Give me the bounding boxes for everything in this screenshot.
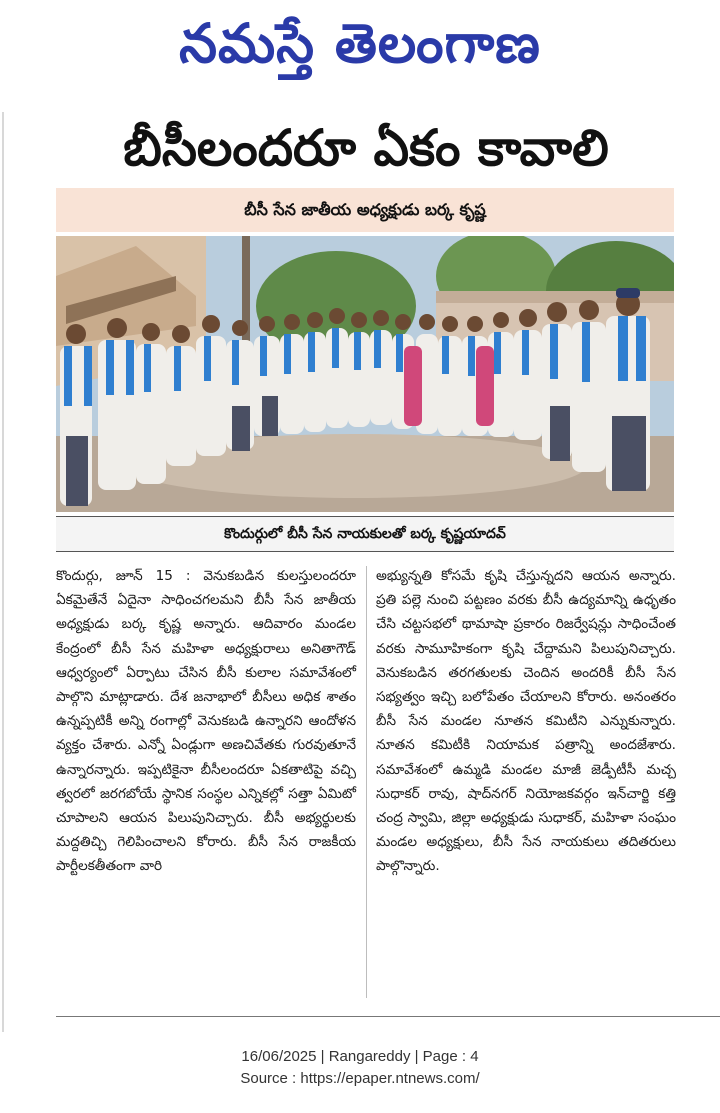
column-divider	[366, 566, 367, 998]
article-bottom-rule	[56, 1016, 720, 1017]
photo-caption: కొందుర్గులో బీసీ సేన నాయకులతో బర్క కృష్ణయాదవ్	[56, 516, 674, 552]
page-footer	[0, 1046, 720, 1090]
footer-source-link[interactable]: Source : https://epaper.ntnews.com/	[240, 1070, 480, 1087]
article-headline: బీసీలందరూ ఏకం కావాలి	[123, 119, 609, 177]
footer-date-edition-page: 16/06/2025 | Rangareddy | Page : 4	[241, 1048, 479, 1065]
article-body-left-column: కొందుర్గు, జూన్ 15 : వెనుకబడిన కులస్తులందరూ ఏకమైతేనే ఏదైనా సాధించగలమని బీసీ సేన జాతీయ అధ్యక్షుడు బర్క కృష్ణ అన్నారు. ఆదివారం మండల కేంద్రంలో బీసీ సేన మహిళా అధ్యక్షురాలు అనితాగౌడ్ ఆధ్వర్యంలో ఏర్పాటు చేసిన బీసీ కులాల సమావేశంలో పాల్గొని మాట్లాడారు. దేశ జనాభాలో బీసీలు అధిక శాతం ఉన్నప్పటికీ అన్ని రంగాల్లో వెనుకబడి ఉన్నారని ఆందోళన వ్యక్తం చేశారు. ఎన్నో ఏండ్లుగా అణచివేతకు గురవుతూనే ఉన్నారన్నారు. ఇప్పటికైనా బీసీలందరూ ఏకతాటిపై వచ్చి త్వరలో జరగబోయే స్థానిక సంస్థల ఎన్నికల్లో సత్తా ఏమిటో చూపాలని ఆయన పిలుపునిచ్చారు. బీసీ అభ్యర్థులకు మద్దతిచ్చి గెలిపించాలని కోరారు. బీసీ సేన రాజకీయ పార్టీలకతీతంగా వారి	[56, 568, 356, 875]
article-subheadline: బీసీ సేన జాతీయ అధ్యక్షుడు బర్క కృష్ణ	[56, 188, 674, 232]
article-photo	[56, 236, 674, 512]
masthead-title: నమస్తే తెలంగాణ	[179, 11, 541, 75]
page-edge-rule	[2, 112, 4, 1032]
article-body-right-column: అభ్యున్నతి కోసమే కృషి చేస్తున్నదని ఆయన అన్నారు. ప్రతి పల్లె నుంచి పట్టణం వరకు బీసీ ఉద్యమాన్ని ఉధృతం చేసి చట్టసభలో థామాషా ప్రకారం రిజర్వేషన్లు సాధించేంత వరకు సామూహికంగా కృషి చేద్దామని పిలుపునిచ్చారు. వెనుకబడిన తరగతులకు చెందిన అందరికీ బీసీ సేన సభ్యత్వం ఇచ్చి బలోపేతం చేయాలని కోరారు. అనంతరం బీసీ సేన మండల నూతన కమిటీని ఎన్నుకున్నారు. నూతన కమిటీకి నియామక పత్రాన్ని అందజేశారు. సమావేశంలో ఉమ్మడి మండల మాజీ జెడ్పీటీసీ మచ్చ సుధాకర్ రావు, షాద్‌నగర్ నియోజకవర్గం ఇన్‌చార్జి కత్తి చంద్ర స్వామి, జిల్లా అధ్యక్షుడు సుధాకర్, మహిళా సంఘం మండల అధ్యక్షులు, బీసీ సేన నాయకులు తదితరులు పాల్గొన్నారు.	[376, 568, 676, 875]
newspaper-masthead	[0, 0, 720, 92]
